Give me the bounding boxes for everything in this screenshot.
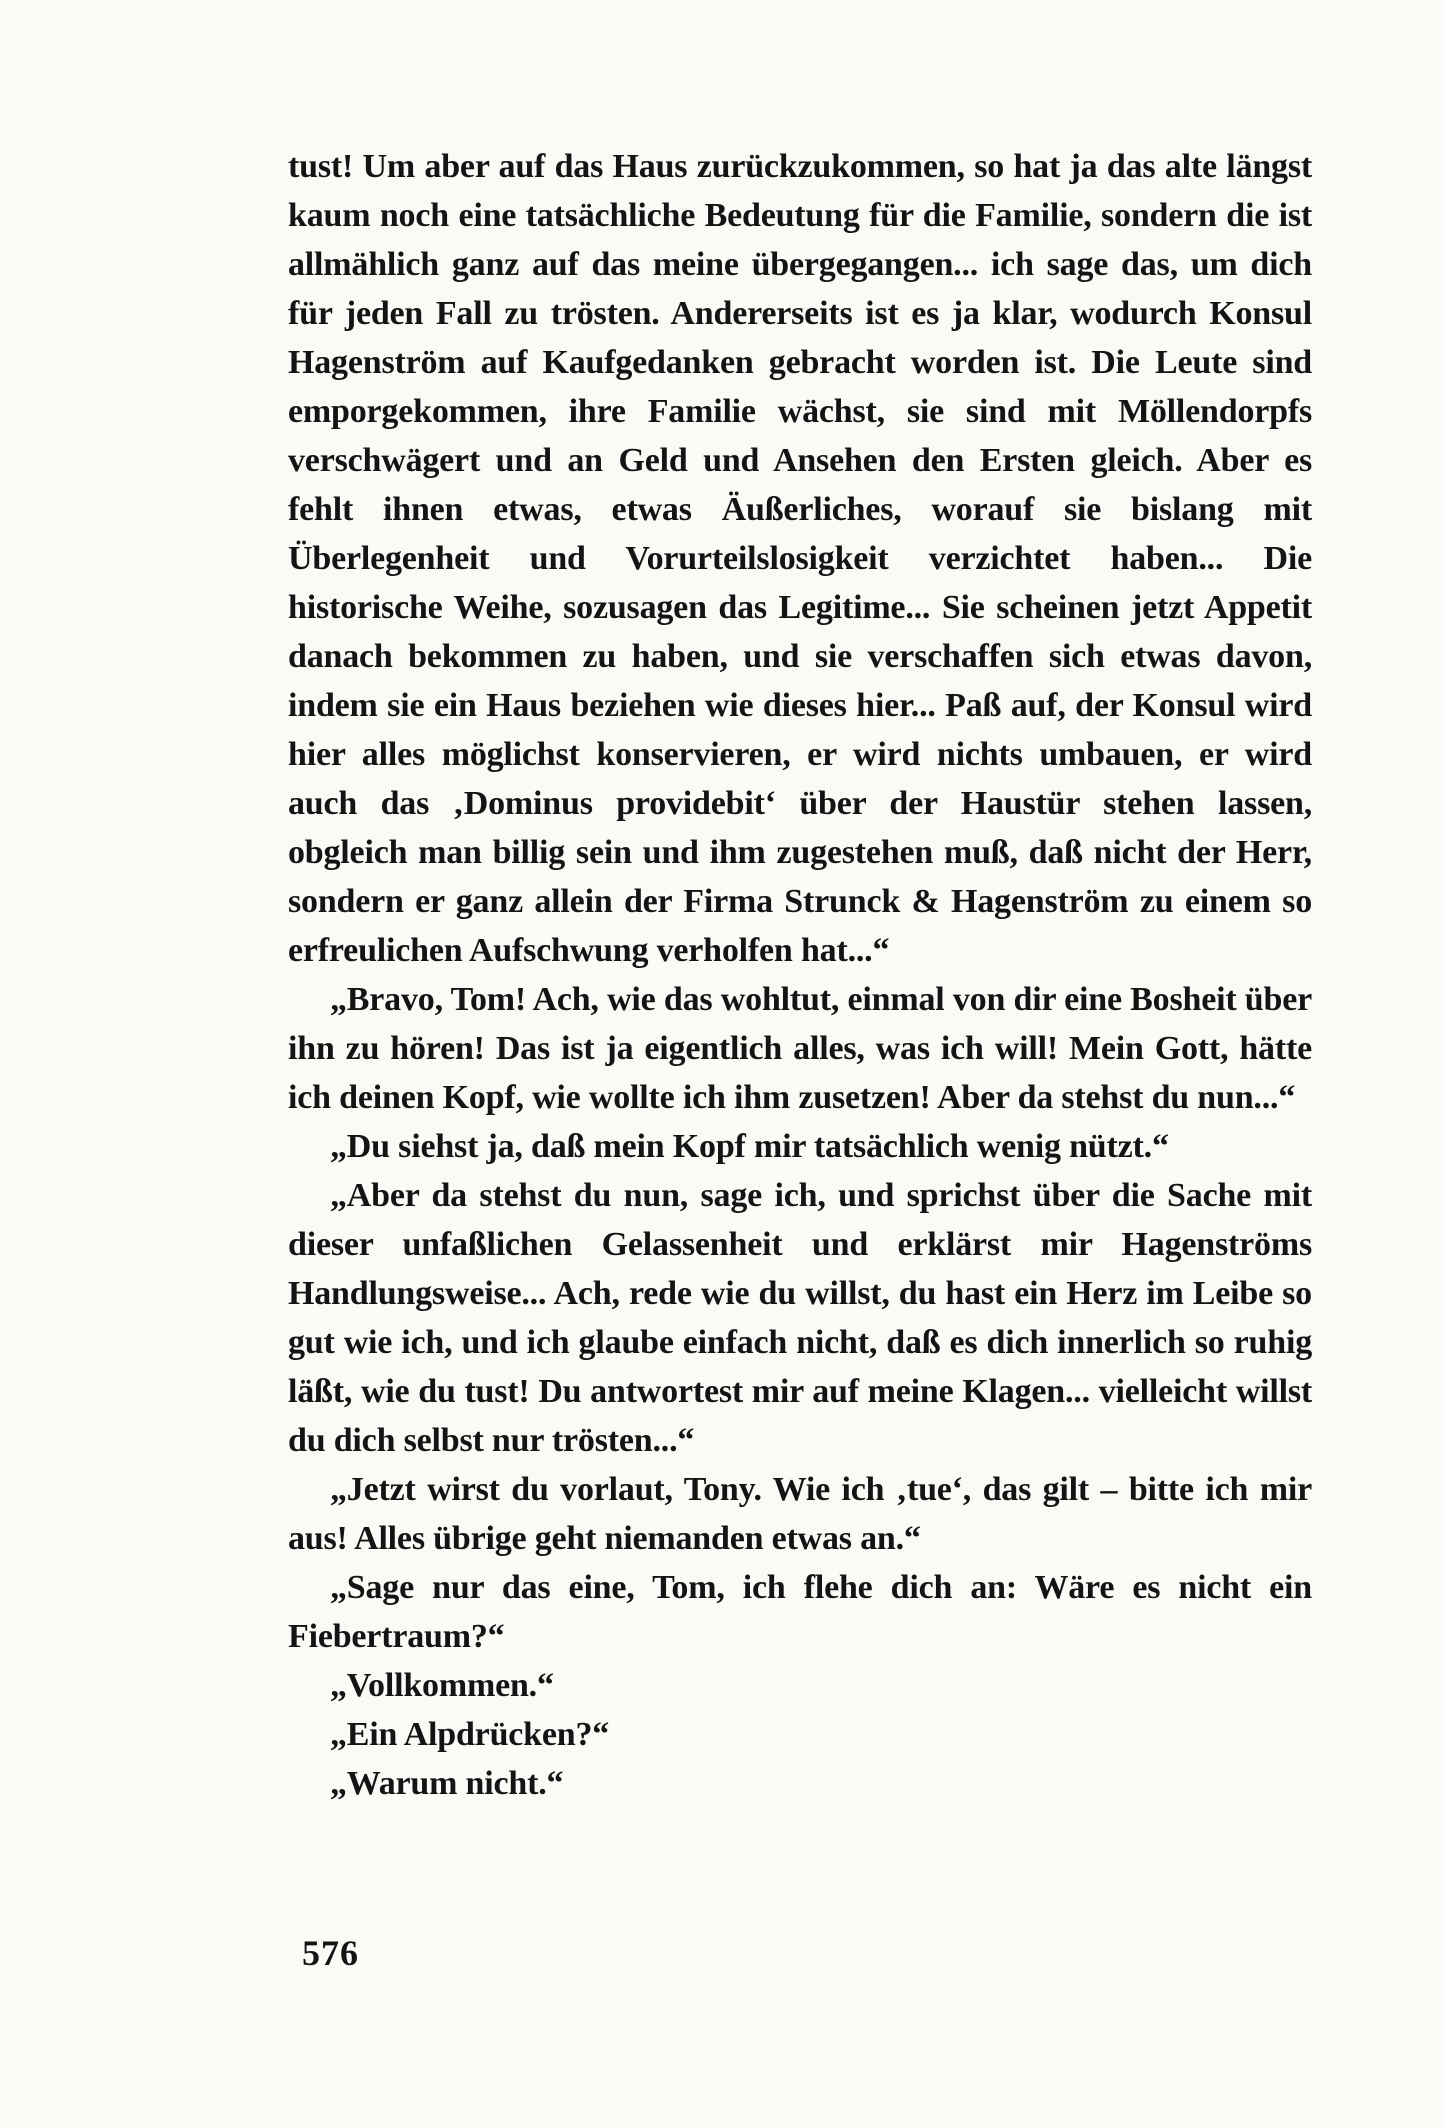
paragraph: „Aber da stehst du nun, sage ich, und sprichst über die Sache mit dieser unfaßlichen Gelassenheit und erklärst mir Hagenströms Handlungsweise... Ach, rede wie du willst, du hast ein Herz im Leibe so gut wie ich, und ich glaube einfach nicht, daß es dich innerlich so ruhig läßt, wie du tust! Du antwortest mir auf meine Klagen... vielleicht willst du dich selbst nur trösten...“ — [288, 1177, 1312, 1459]
paragraph: „Warum nicht.“ — [330, 1765, 564, 1802]
paragraph: tust! Um aber auf das Haus zurückzukommen, so hat ja das alte längst kaum noch eine tatsächliche Bedeutung für die Familie, sondern die ist allmählich ganz auf das meine übergegangen... ich sage das, um dich für jeden Fall zu trösten. Andererseits ist es ja klar, wodurch Konsul Hagenström auf Kaufgedanken gebracht worden ist. Die Leute sind emporgekommen, ihre Familie wächst, sie sind mit Möllendorpfs verschwägert und an Geld und Ansehen den Ersten gleich. Aber es fehlt ihnen etwas, etwas Äußerliches, worauf sie bislang mit Überlegenheit und Vorurteilslosigkeit verzichtet haben... Die historische Weihe, sozusagen das Legitime... Sie scheinen jetzt Appetit danach bekommen zu haben, und sie verschaffen sich etwas davon, indem sie ein Haus beziehen wie dieses hier... Paß auf, der Konsul wird hier alles möglichst konservieren, er wird nichts umbauen, er wird auch das ‚Dominus providebit‘ über der Haustür stehen lassen, obgleich man billig sein und ihm zugestehen muß, daß nicht der Herr, sondern er ganz allein der Firma Strunck & Hagenström zu einem so erfreulichen Aufschwung verholfen hat...“ — [288, 148, 1312, 969]
paragraph: „Ein Alpdrücken?“ — [330, 1716, 610, 1753]
text-block — [288, 142, 1312, 1808]
paragraph: „Jetzt wirst du vorlaut, Tony. Wie ich ‚tue‘, das gilt – bitte ich mir aus! Alles übrige geht niemanden etwas an.“ — [288, 1471, 1312, 1557]
paragraph: „Bravo, Tom! Ach, wie das wohltut, einmal von dir eine Bosheit über ihn zu hören! Das ist ja eigentlich alles, was ich will! Mein Gott, hätte ich deinen Kopf, wie wollte ich ihm zusetzen! Aber da stehst du nun...“ — [288, 981, 1312, 1116]
paragraph: „Sage nur das eine, Tom, ich flehe dich an: Wäre es nicht ein Fiebertraum?“ — [288, 1569, 1312, 1655]
paragraph: „Du siehst ja, daß mein Kopf mir tatsächlich wenig nützt.“ — [330, 1128, 1169, 1165]
page-number: 576 — [302, 1933, 359, 1973]
paragraph: „Vollkommen.“ — [330, 1667, 554, 1704]
